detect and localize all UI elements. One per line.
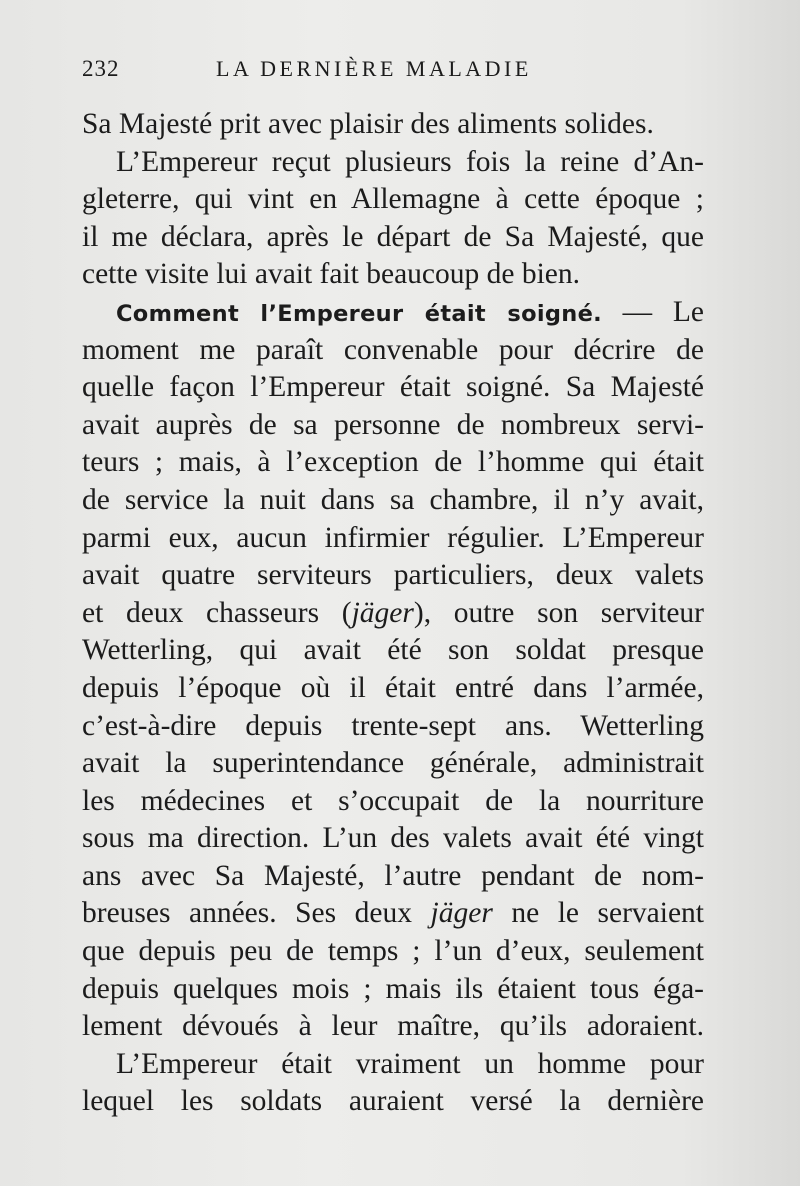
text-fragment: breuses années. Ses deux — [82, 897, 431, 930]
text-fragment: et deux chasseurs ( — [82, 596, 352, 629]
text-line: Wetterling, qui avait été son soldat presque — [82, 634, 704, 667]
text-line: que depuis peu de temps ; l’un d’eux, seulement — [82, 935, 704, 968]
text-fragment: — Le — [602, 295, 704, 328]
text-fragment: ne le servaient — [492, 897, 704, 930]
text-line: il me déclara, après le départ de Sa Majesté, que — [82, 220, 704, 253]
text-line: ans avec Sa Majesté, l’autre pendant de nom- — [82, 859, 704, 892]
text-line: lement dévoués à leur maître, qu’ils adoraient. — [82, 1010, 704, 1043]
text-line: moment me paraît convenable pour décrire de — [82, 333, 704, 366]
italic-word: jäger — [351, 596, 414, 629]
page-number: 232 — [82, 56, 120, 81]
text-fragment: ), outre son serviteur — [413, 596, 704, 629]
text-line: L’Empereur reçut plusieurs fois la reine d’An- — [116, 145, 704, 178]
text-line: teurs ; mais, à l’exception de l’homme qui était — [82, 446, 704, 479]
page-header — [82, 56, 704, 90]
text-line: sous ma direction. L’un des valets avait été vingt — [82, 822, 704, 855]
text-line: avait quatre serviteurs particuliers, deux valets — [82, 559, 704, 592]
text-line: lequel les soldats auraient versé la dernière — [82, 1085, 704, 1118]
text-line — [82, 595, 704, 633]
text-line: gleterre, qui vint en Allemagne à cette époque ; — [82, 183, 704, 216]
text-line: c’est-à-dire depuis trente-sept ans. Wetterling — [82, 709, 704, 742]
running-head: LA DERNIÈRE MALADIE — [216, 56, 532, 81]
text-line: de service la nuit dans sa chambre, il n’y avait, — [82, 483, 704, 516]
text-line: les médecines et s’occupait de la nourriture — [82, 784, 704, 817]
section-heading-line — [82, 294, 704, 332]
text-line: depuis quelques mois ; mais ils étaient tous éga- — [82, 972, 704, 1005]
text-line: quelle façon l’Empereur était soigné. Sa Majesté — [82, 371, 704, 404]
text-line: avait auprès de sa personne de nombreux servi- — [82, 408, 704, 441]
body-text — [82, 106, 704, 1121]
section-heading: Comment l’Empereur était soigné. — [116, 300, 602, 327]
text-line: Sa Majesté prit avec plaisir des aliments solides. — [82, 108, 654, 140]
italic-word: jäger — [430, 897, 493, 930]
text-line — [82, 895, 704, 933]
text-line: avait la superintendance générale, administrait — [82, 747, 704, 780]
text-line: parmi eux, aucun infirmier régulier. L’Empereur — [82, 521, 704, 554]
text-line: L’Empereur était vraiment un homme pour — [116, 1047, 704, 1080]
text-line: depuis l’époque où il était entré dans l’armée, — [82, 671, 704, 704]
text-line: cette visite lui avait fait beaucoup de bien. — [82, 258, 581, 291]
